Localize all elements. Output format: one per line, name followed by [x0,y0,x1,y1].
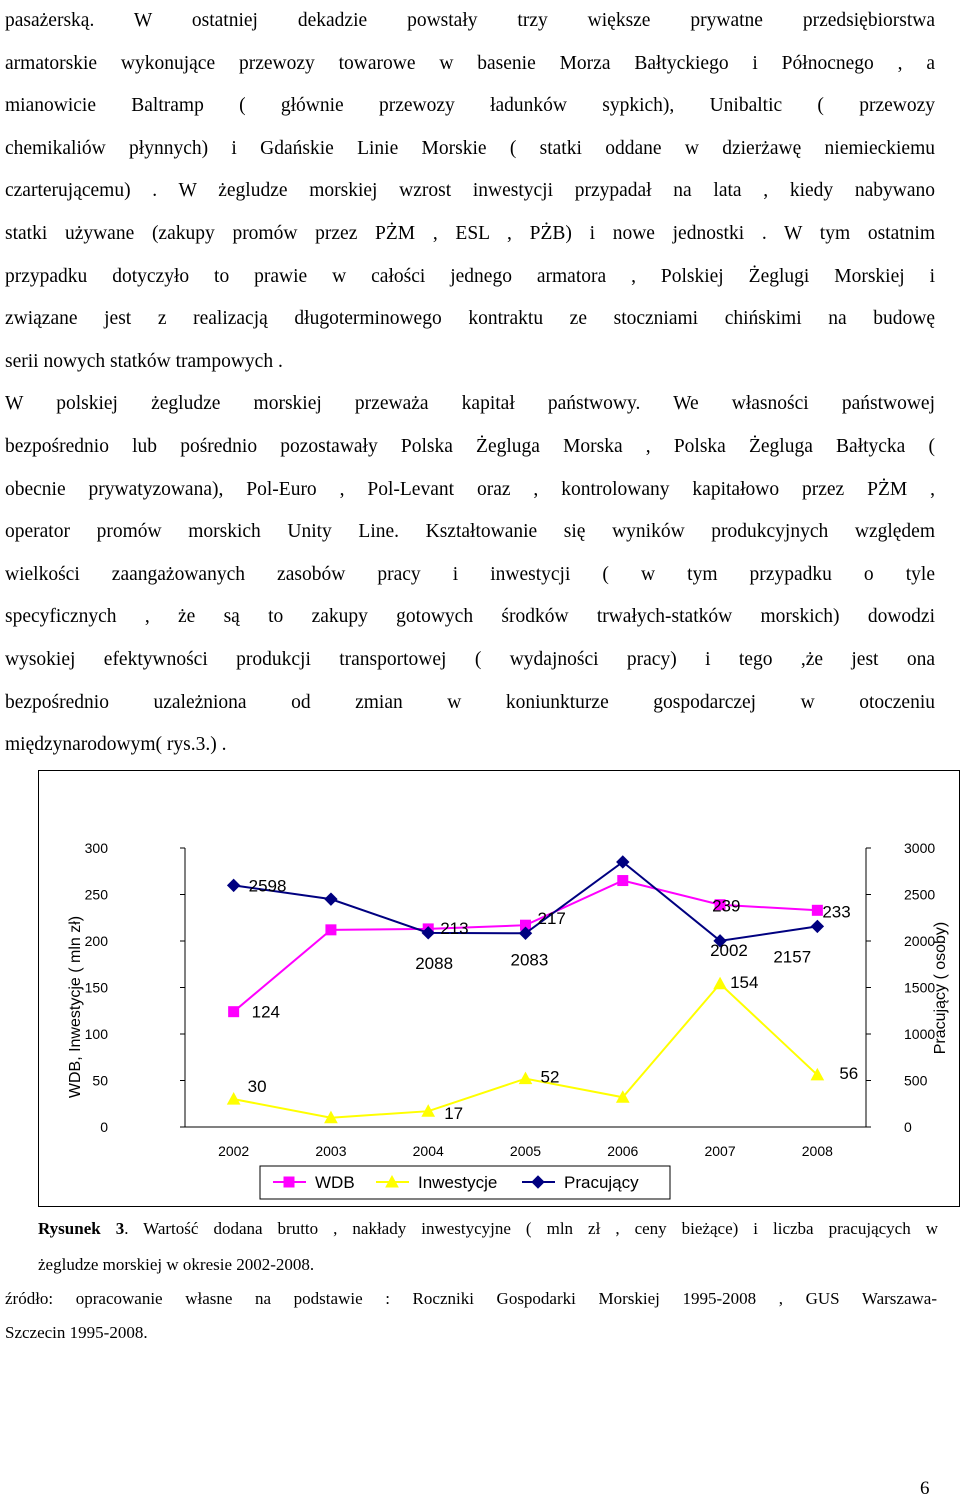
body-line: statki używane (zakupy promów przez PŻM , ESL , PŻB) i nowe jednostki . W tym ostatnim [5,222,935,244]
body-line: wielkości zaangażowanych zasobów pracy i inwestycji ( w tym przypadku o tyle [5,563,935,585]
data-label: 2088 [415,953,454,973]
body-line: W polskiej żegludze morskiej przeważa kapitał państwowy. We własności państwowej [5,393,935,415]
data-point [326,925,336,935]
caption-text: . Wartość dodana brutto , nakłady inwestycyjne ( mln zł , ceny bieżące) i liczba pracujących w [124,1219,938,1238]
x-tick-label: 2004 [412,1143,444,1159]
y-tick-label: 200 [84,933,108,949]
body-line: czarterującemu) . W żegludze morskiej wzrost inwestycji przypadał na lata , kiedy nabywano [5,180,935,202]
data-label: 213 [440,918,469,938]
y2-tick-label: 0 [904,1119,912,1135]
data-label: 217 [537,909,566,929]
y-tick-label: 300 [84,840,108,856]
body-line: przypadku dotyczyło to prawie w całości jednego armatora , Polskiej Żeglugi Morskiej i [5,265,935,287]
y2-tick-label: 2500 [904,886,936,903]
x-tick-label: 2007 [704,1143,736,1159]
source-line: źródło: opracowanie własne na podstawie : Roczniki Gospodarki Morskiej 1995-2008 , GUS Warszawa- [5,1289,937,1308]
body-line: chemikaliów płynnych) i Gdańskie Linie Morskie ( statki oddane w dzierżawę niemieckiemu [5,137,935,159]
chart-legend [260,1166,670,1199]
y-tick-label: 50 [92,1072,108,1089]
data-label: 124 [251,1002,281,1022]
data-label: 17 [444,1104,464,1124]
data-label: 2083 [510,950,549,970]
body-line: specyficznych , że są to zakupy gotowych środków trwałych-statków morskich) dowodzi [5,606,935,628]
y2-tick-label: 2000 [904,933,936,949]
legend-marker [284,1177,294,1187]
y2-tick-label: 1500 [904,979,936,996]
data-label: 2002 [710,940,748,960]
x-tick-label: 2006 [607,1143,639,1159]
y2-tick-label: 3000 [904,840,936,856]
x-tick-label: 2005 [509,1143,542,1159]
data-point [229,1007,239,1017]
data-point [812,905,822,915]
figure-caption [38,1211,938,1283]
x-tick-label: 2008 [801,1143,833,1159]
chart-frame [39,771,960,1207]
y-tick-label: 150 [84,979,108,996]
legend-label: Inwestycje [418,1173,498,1192]
data-label: 56 [839,1063,859,1083]
source-line: Szczecin 1995-2008. [5,1323,148,1342]
body-line: obecnie prywatyzowana), Pol-Euro , Pol-Levant oraz , kontrolowany kapitałowo przez PŻM , [5,478,935,500]
data-point [618,876,628,886]
body-line: związane jest z realizacją długoterminowego kontraktu ze stoczniami chińskimi na budowę [5,308,935,330]
page-number: 6 [920,1478,930,1499]
caption-label: Rysunek 3 [38,1219,125,1238]
y2-axis-label: Pracujący ( osoby) [932,921,949,1055]
legend-label: Pracujący [564,1173,639,1192]
x-tick-label: 2002 [218,1143,250,1159]
legend-label: WDB [315,1173,355,1192]
x-tick-label: 2003 [315,1143,347,1159]
body-line: mianowicie Baltramp ( głównie przewozy ładunków sypkich), Unibaltic ( przewozy [5,95,935,117]
y-tick-label: 100 [84,1026,108,1042]
body-line: pasażerską. W ostatniej dekadzie powstały trzy większe prywatne przedsiębiorstwa [5,10,935,31]
y-tick-label: 250 [84,886,108,903]
y2-tick-label: 1000 [904,1026,936,1042]
data-label: 233 [822,902,851,922]
caption-text-line2: żegludze morskiej w okresie 2002-2008. [38,1255,315,1274]
data-label: 239 [712,896,741,916]
body-line: operator promów morskich Unity Line. Kształtowanie się wyników produkcyjnych względem [5,521,935,543]
body-line: bezpośrednio lub pośrednio pozostawały Polska Żegluga Morska , Polska Żegluga Bałtycka ( [5,435,935,457]
data-label: 30 [247,1077,267,1097]
body-line: wysokiej efektywności produkcji transportowej ( wydajności pracy) i tego ,że jest ona [5,648,935,670]
body-line: międzynarodowym( rys.3.) . [5,734,227,756]
body-line: serii nowych statków trampowych . [5,350,283,372]
body-line: armatorskie wykonujące przewozy towarowe w basenie Morza Bałtyckiego i Północnego , a [5,52,935,74]
y-axis-label: WDB, Inwestycje ( mln zł) [67,915,84,1099]
data-label: 2157 [773,947,812,967]
data-label: 154 [730,972,759,992]
y2-tick-label: 500 [904,1072,928,1089]
body-text [5,0,935,767]
body-line: bezpośrednio uzależniona od zmian w koniunkturze gospodarczej w otoczeniu [5,691,935,713]
y-tick-label: 0 [100,1119,108,1135]
figure-chart [38,770,960,1207]
figure-source [5,1282,937,1350]
data-label: 2598 [248,876,287,896]
data-label: 52 [540,1067,560,1087]
